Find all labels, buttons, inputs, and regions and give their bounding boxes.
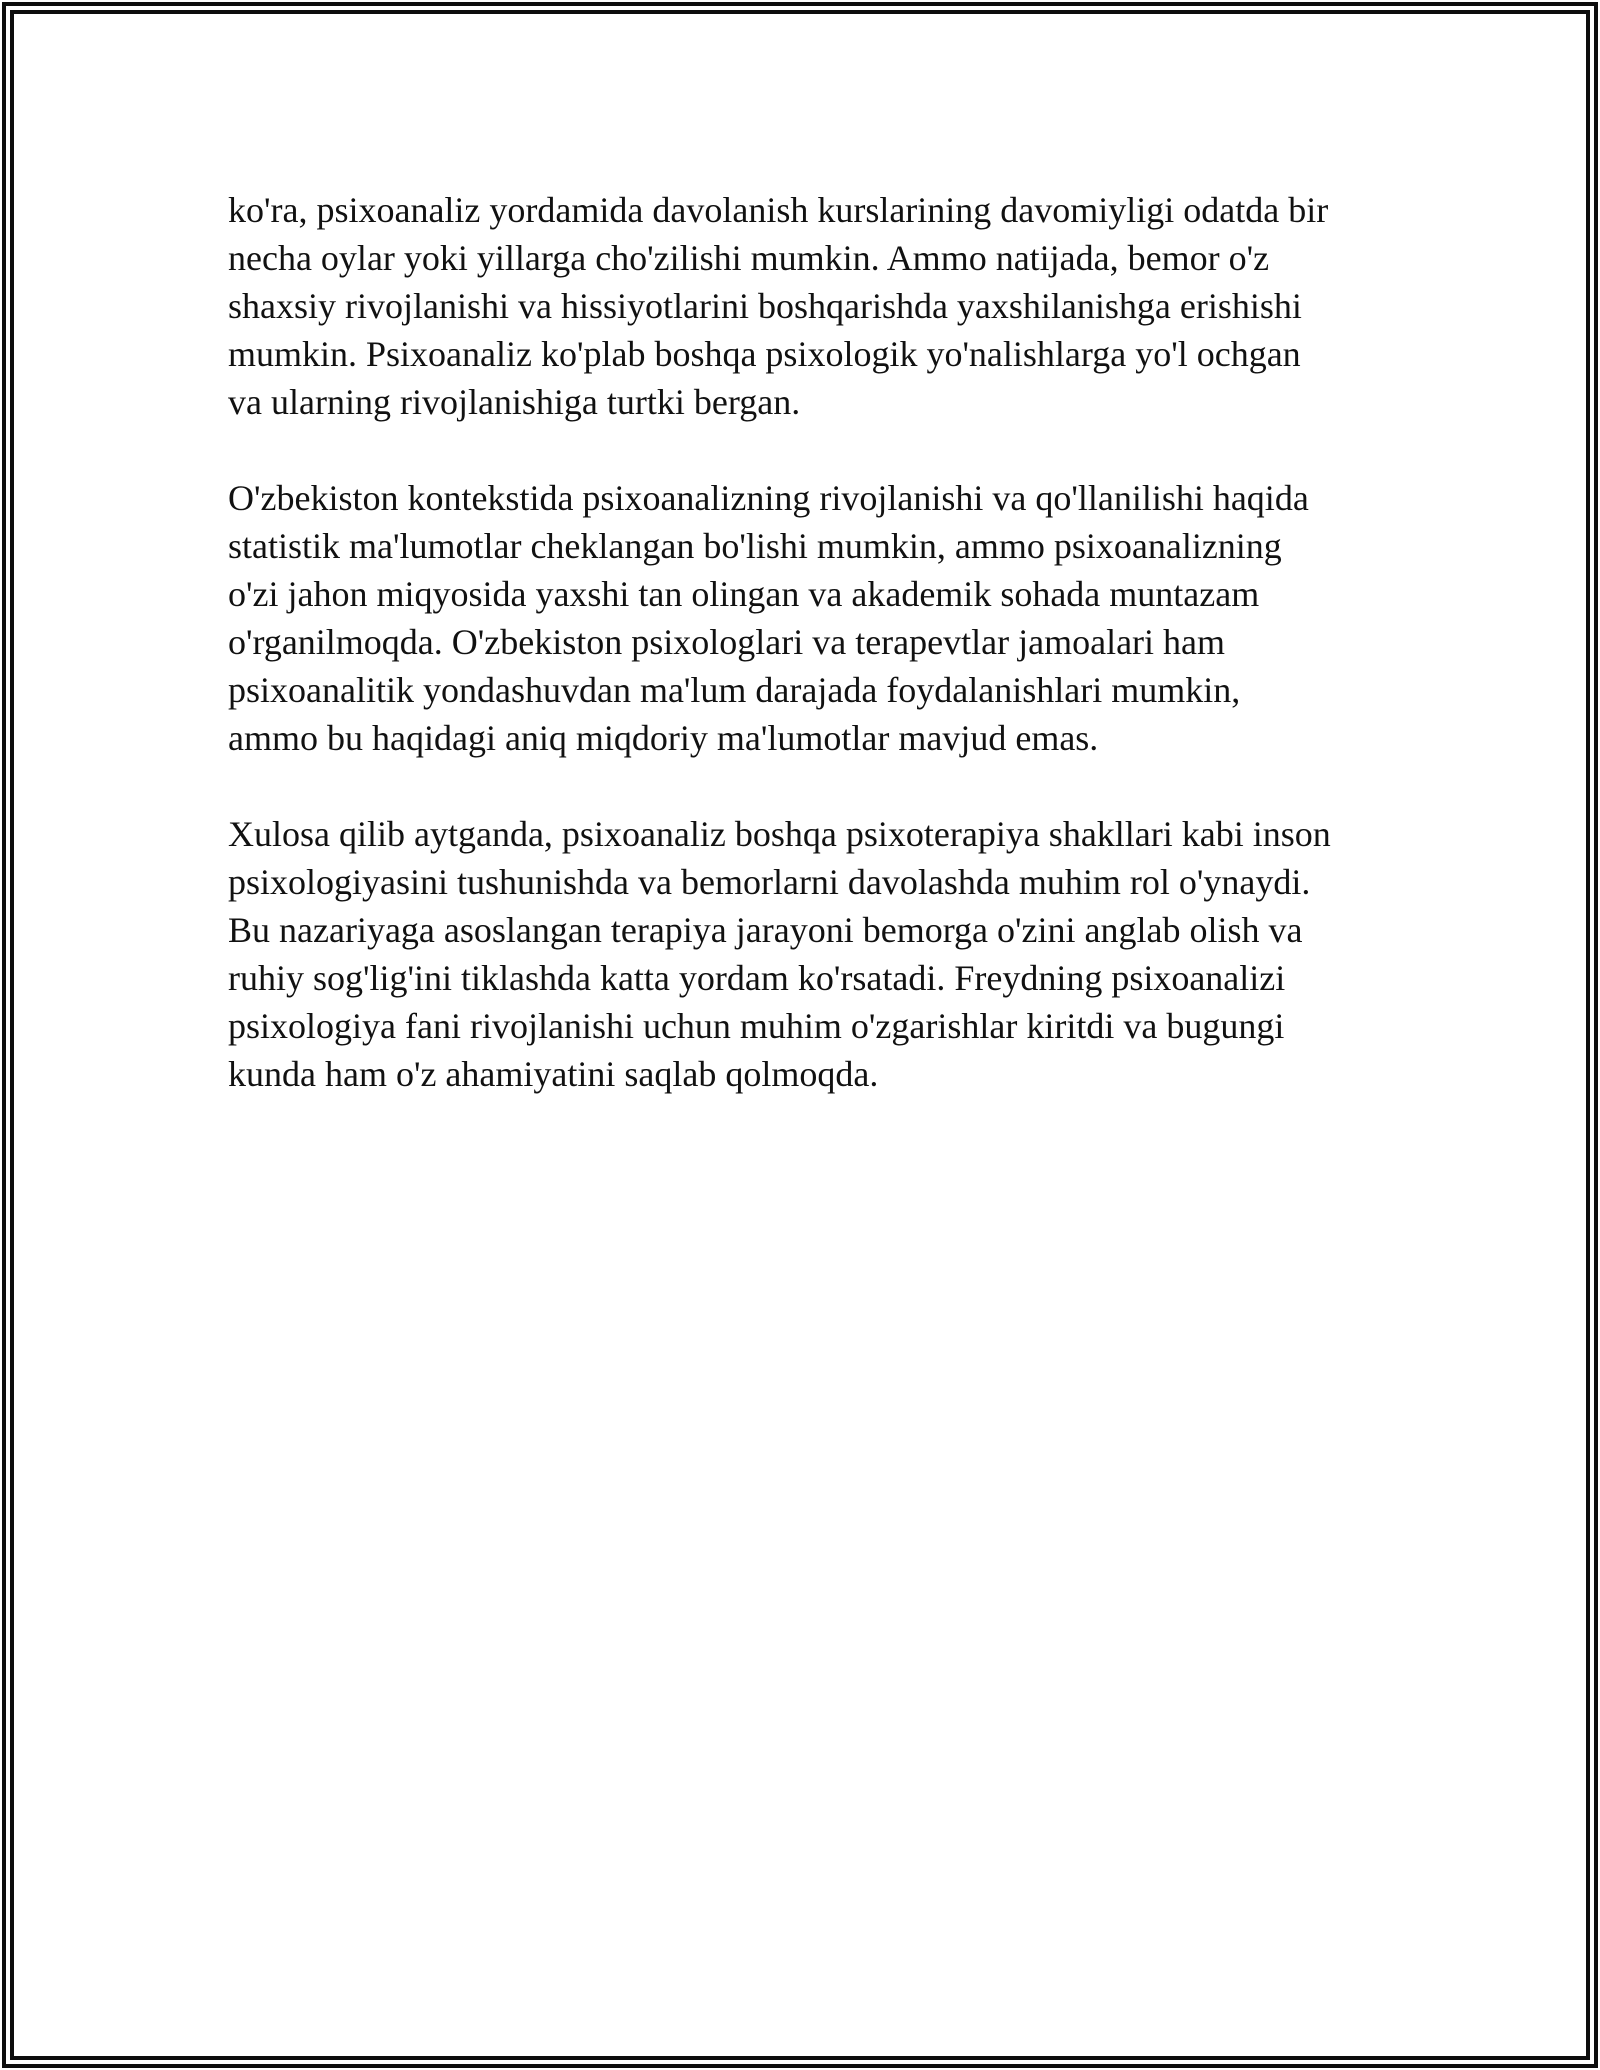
text-line: necha oylar yoki yillarga cho'zilishi mumkin. Ammo natijada, bemor o'z — [228, 238, 1270, 278]
text-line: o'rganilmoqda. O'zbekiston psixologlari va terapevtlar jamoalari ham — [228, 622, 1226, 662]
text-line: mumkin. Psixoanaliz ko'plab boshqa psixologik yo'nalishlarga yo'l ochgan — [228, 334, 1301, 374]
text-line: O'zbekiston kontekstida psixoanalizning rivojlanishi va qo'llanilishi haqida — [228, 478, 1309, 518]
text-line: va ularning rivojlanishiga turtki bergan. — [228, 382, 801, 422]
text-line: statistik ma'lumotlar cheklangan bo'lishi mumkin, ammo psixoanalizning — [228, 526, 1282, 566]
text-line: psixoanalitik yondashuvdan ma'lum darajada foydalanishlari mumkin, — [228, 670, 1241, 710]
text-line: ruhiy sog'lig'ini tiklashda katta yordam ko'rsatadi. Freydning psixoanalizi — [228, 958, 1286, 998]
text-line: psixologiyasini tushunishda va bemorlarni davolashda muhim rol o'ynaydi. — [228, 862, 1311, 902]
text-line: shaxsiy rivojlanishi va hissiyotlarini boshqarishda yaxshilanishga erishishi — [228, 286, 1302, 326]
text-line: kunda ham o'z ahamiyatini saqlab qolmoqda. — [228, 1054, 879, 1094]
text-line: ko'ra, psixoanaliz yordamida davolanish kurslarining davomiyligi odatda bir — [228, 190, 1329, 230]
paragraph — [228, 810, 1408, 1098]
text-line: psixologiya fani rivojlanishi uchun muhim o'zgarishlar kiritdi va bugungi — [228, 1006, 1285, 1046]
paragraph — [228, 186, 1408, 426]
text-line: ammo bu haqidagi aniq miqdoriy ma'lumotlar mavjud emas. — [228, 718, 1099, 758]
text-line: o'zi jahon miqyosida yaxshi tan olingan va akademik sohada muntazam — [228, 574, 1260, 614]
document-body-text — [228, 186, 1408, 1146]
paragraph — [228, 474, 1408, 762]
text-line: Xulosa qilib aytganda, psixoanaliz boshqa psixoterapiya shakllari kabi inson — [228, 814, 1331, 854]
text-line: Bu nazariyaga asoslangan terapiya jarayoni bemorga o'zini anglab olish va — [228, 910, 1303, 950]
